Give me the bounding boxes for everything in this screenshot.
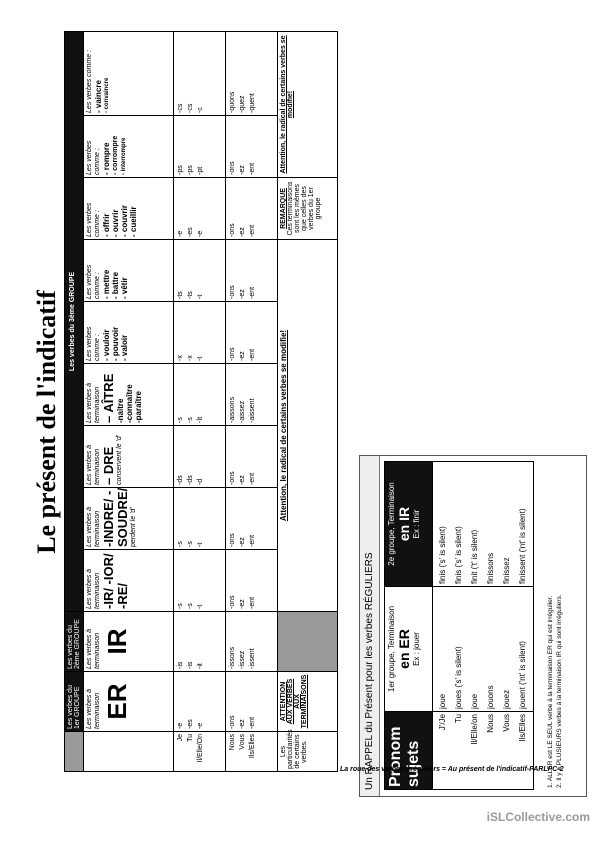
- card-pronoun: Ils/Elles: [518, 714, 527, 742]
- group3-header: Les verbes du 3ème GROUPE: [65, 31, 84, 611]
- ending: -ît: [197, 416, 204, 423]
- rompre-intro: Les verbes comme :: [86, 140, 101, 175]
- ending: -ons: [229, 285, 236, 299]
- card-jouer: joue: [470, 693, 479, 709]
- ending: -t: [197, 356, 204, 361]
- remarque-text: Ces terminaisons sont les mêmes que celles des verbes du 1er groupe: [287, 181, 322, 236]
- card-pronom-label: Pronom sujets: [385, 712, 433, 790]
- rompre-ex: - corrompre: [112, 135, 119, 175]
- attention-terms: ATTENTION AUX VERBES AUX TERMINAISONS: [278, 672, 338, 732]
- ending: -ons: [229, 533, 236, 547]
- footer-caption: La roue des verbes irréguliers = Au présent de l'indicatif-PARLPC-2: [340, 766, 564, 773]
- ending: -aissent: [249, 398, 256, 423]
- pronoun-head: [84, 732, 174, 772]
- card-finir: finissent ('nt' is silent): [518, 508, 527, 584]
- aitre-ex: -paraître: [134, 390, 143, 423]
- card-g2-label: 2e groupe, Terminaison: [387, 482, 396, 566]
- ending: -x: [187, 355, 194, 361]
- offrir-ex: - cueillir: [129, 206, 138, 237]
- vouloir-ex: - valoir: [120, 334, 129, 361]
- ending: -ez: [239, 475, 246, 485]
- card-g2-ex: Ex : finir: [412, 509, 421, 539]
- ending: -aissez: [239, 400, 246, 423]
- vouloir-intro: Les verbes comme :: [86, 326, 101, 361]
- ending: -ons: [229, 595, 236, 609]
- rompre-ex: - interrompre: [121, 137, 127, 175]
- vaincre-intro: Les verbes comme :: [86, 49, 93, 113]
- aitre-big: – AÎTRE: [101, 373, 116, 423]
- card-pronoun: Il/Elle/on: [470, 714, 479, 745]
- group2-header: Les verbes du 2ème GROUPE: [65, 612, 84, 672]
- ending: -ez: [239, 599, 246, 609]
- er-big: ER: [102, 683, 132, 720]
- ending: -ez: [239, 537, 246, 547]
- ending: -ts: [177, 291, 184, 299]
- particularites: Les particularités de certains verbes.: [278, 732, 338, 772]
- aitre-ex: -connaître: [125, 384, 134, 423]
- ending: -c: [197, 107, 204, 113]
- card-notes: [546, 464, 564, 788]
- ending: -ts: [187, 291, 194, 299]
- ending: -pt: [197, 166, 204, 175]
- ending: -issez: [239, 650, 246, 669]
- ending: -ons: [229, 161, 236, 175]
- ending: -cs: [187, 103, 194, 113]
- ending: -es: [187, 227, 194, 237]
- mettre-intro: Les verbes comme :: [86, 264, 101, 299]
- ending: -ent: [249, 286, 256, 299]
- ending: -e: [177, 722, 184, 729]
- pronoun: Il/Elle/On: [197, 734, 204, 763]
- ending: -ent: [249, 596, 256, 609]
- corner-cell: [65, 732, 84, 772]
- ending: -it: [197, 663, 204, 669]
- ending: -is: [177, 661, 184, 669]
- card-g1-ex: Ex : jouer: [412, 632, 421, 666]
- page-title: Le présent de l'indicatif: [32, 290, 61, 554]
- radical-note-center: Attention, le radical de certains verbes se modifie!: [278, 240, 338, 612]
- vouloir-ex: - vouloir: [102, 329, 111, 361]
- ending: -issent: [249, 648, 256, 669]
- dre-big: – DRE: [101, 446, 116, 485]
- mettre-ex: - mettre: [102, 269, 111, 299]
- ending: -s: [177, 603, 184, 609]
- card-pronoun: Nous: [486, 714, 495, 733]
- pronoun: Nous: [229, 734, 236, 751]
- ending: -d: [197, 478, 204, 485]
- card-finir: finissez: [502, 557, 511, 584]
- card-note: 1. ALLER est LE SEUL verbe à la terminaison ER qui est irrégulier.: [547, 595, 554, 788]
- ending: -s: [187, 541, 194, 547]
- ending: -ent: [249, 472, 256, 485]
- indre-intro: Les verbes à terminaison: [86, 506, 101, 547]
- gray-cell: [278, 612, 338, 672]
- ending: -ent: [249, 534, 256, 547]
- dre-intro: Les verbes à terminaison: [86, 444, 101, 485]
- ending: -ds: [177, 475, 184, 485]
- ir2-intro: Les verbes à terminaison: [86, 628, 101, 669]
- ending: -e: [197, 722, 204, 729]
- card-pronoun: Tu: [454, 714, 463, 724]
- card-jouer: joues ('s' is silent): [454, 646, 463, 709]
- ir3-big: -IR/ -IOR/ -RE/: [101, 553, 130, 609]
- indre-big: -INDRE/ -SOUDRE/: [101, 487, 130, 547]
- ending: -t: [197, 542, 204, 547]
- card-finir: finissons: [486, 552, 495, 584]
- card-finir: finit ('t' is silent): [470, 529, 479, 584]
- ending: -ent: [249, 348, 256, 361]
- vaincre-ex: - convaincre: [104, 77, 110, 113]
- reminder-card: [359, 455, 587, 797]
- ending: -ent: [249, 162, 256, 175]
- card-finir: finis ('s' is silent): [438, 526, 447, 584]
- remarque-title: REMARQUE: [280, 188, 287, 229]
- aitre-intro: Les verbes à terminaison: [86, 382, 101, 423]
- ending: -is: [187, 661, 194, 669]
- ending: -s: [177, 541, 184, 547]
- rompre-ex: - rompre: [102, 142, 111, 175]
- ir2-big: IR: [102, 628, 132, 655]
- mettre-ex: - vêtir: [120, 277, 129, 299]
- group1-header: Les verbes du 1er GROUPE: [65, 672, 84, 732]
- ending: -ez: [239, 719, 246, 729]
- ending: -ez: [239, 227, 246, 237]
- radical-note-right: Attention, le radical de certains verbes se modifie!: [278, 31, 338, 177]
- er-intro: Les verbes à terminaison: [86, 688, 101, 729]
- ending: -s: [187, 417, 194, 423]
- ending: -aissons: [229, 396, 236, 423]
- ending: -quons: [229, 91, 236, 113]
- ir3-intro: Les verbes à terminaison: [86, 568, 101, 609]
- ending: -ent: [249, 224, 256, 237]
- offrir-ex: - couvrir: [120, 204, 129, 237]
- pronoun: Vous: [239, 734, 246, 750]
- ending: -ons: [229, 471, 236, 485]
- ending: -es: [187, 719, 194, 729]
- offrir-ex: - ouvrir: [111, 209, 120, 237]
- ending: -ons: [229, 223, 236, 237]
- conjugation-table: [64, 31, 338, 772]
- indre-note: perdent le 'd': [130, 507, 137, 547]
- card-title: Un RAPPEL du Présent pour les verbes RÉGULIERS: [360, 456, 380, 796]
- card-note: 2. Il y a PLUSIEURS verbes à la terminaison IR qui sont irréguliers.: [556, 594, 563, 788]
- card-jouer: joue: [438, 693, 447, 709]
- ending: -quez: [239, 95, 246, 113]
- card-table: [384, 461, 534, 790]
- ending: -ez: [239, 351, 246, 361]
- pronoun: Ils/Elles: [249, 734, 256, 759]
- card-pronoun: Vous: [502, 714, 511, 732]
- aitre-ex: -naître: [116, 398, 125, 423]
- ending: -t: [197, 294, 204, 299]
- ending: -ez: [239, 165, 246, 175]
- ending: -cs: [177, 103, 184, 113]
- ending: -ons: [229, 347, 236, 361]
- ending: -e: [177, 230, 184, 237]
- ending: -s: [177, 417, 184, 423]
- offrir-intro: Les verbes comme :: [86, 202, 101, 237]
- reminder-card-inner: [360, 456, 586, 796]
- card-g2-big: en IR: [396, 506, 412, 542]
- ending: -issons: [229, 646, 236, 669]
- dre-note: conservent le 'd': [116, 434, 123, 485]
- card-jouer: jouent ('nt' is silent): [518, 641, 527, 709]
- ending: -ps: [177, 165, 184, 175]
- ending: -x: [177, 355, 184, 361]
- ending: -t: [197, 604, 204, 609]
- ending: -ds: [187, 475, 194, 485]
- rotated-sheet: [32, 35, 400, 772]
- offrir-ex: - offrir: [102, 213, 111, 237]
- ending: -ps: [187, 165, 194, 175]
- ending: -e: [197, 230, 204, 237]
- ending: -ez: [239, 289, 246, 299]
- pronoun: Je: [177, 734, 184, 742]
- ending: -quent: [249, 93, 256, 113]
- card-g1-big: en ER: [396, 629, 412, 669]
- brand-watermark: iSLCollective.com: [486, 810, 590, 824]
- ending: -s: [187, 603, 194, 609]
- ending: -ons: [229, 715, 236, 729]
- pronoun: Tu: [187, 734, 194, 742]
- ending: -ent: [249, 716, 256, 729]
- card-jouer: jouez: [502, 689, 511, 709]
- vouloir-ex: - pouvoir: [111, 326, 120, 361]
- vaincre-ex: - vaincre: [94, 80, 103, 113]
- card-g1-label: 1er groupe, Terminaison: [387, 605, 396, 693]
- card-jouer: jouons: [486, 685, 495, 709]
- card-finir: finis ('s' is silent): [454, 526, 463, 584]
- mettre-ex: - battre: [111, 271, 120, 299]
- card-pronoun: J'/Je: [438, 714, 447, 731]
